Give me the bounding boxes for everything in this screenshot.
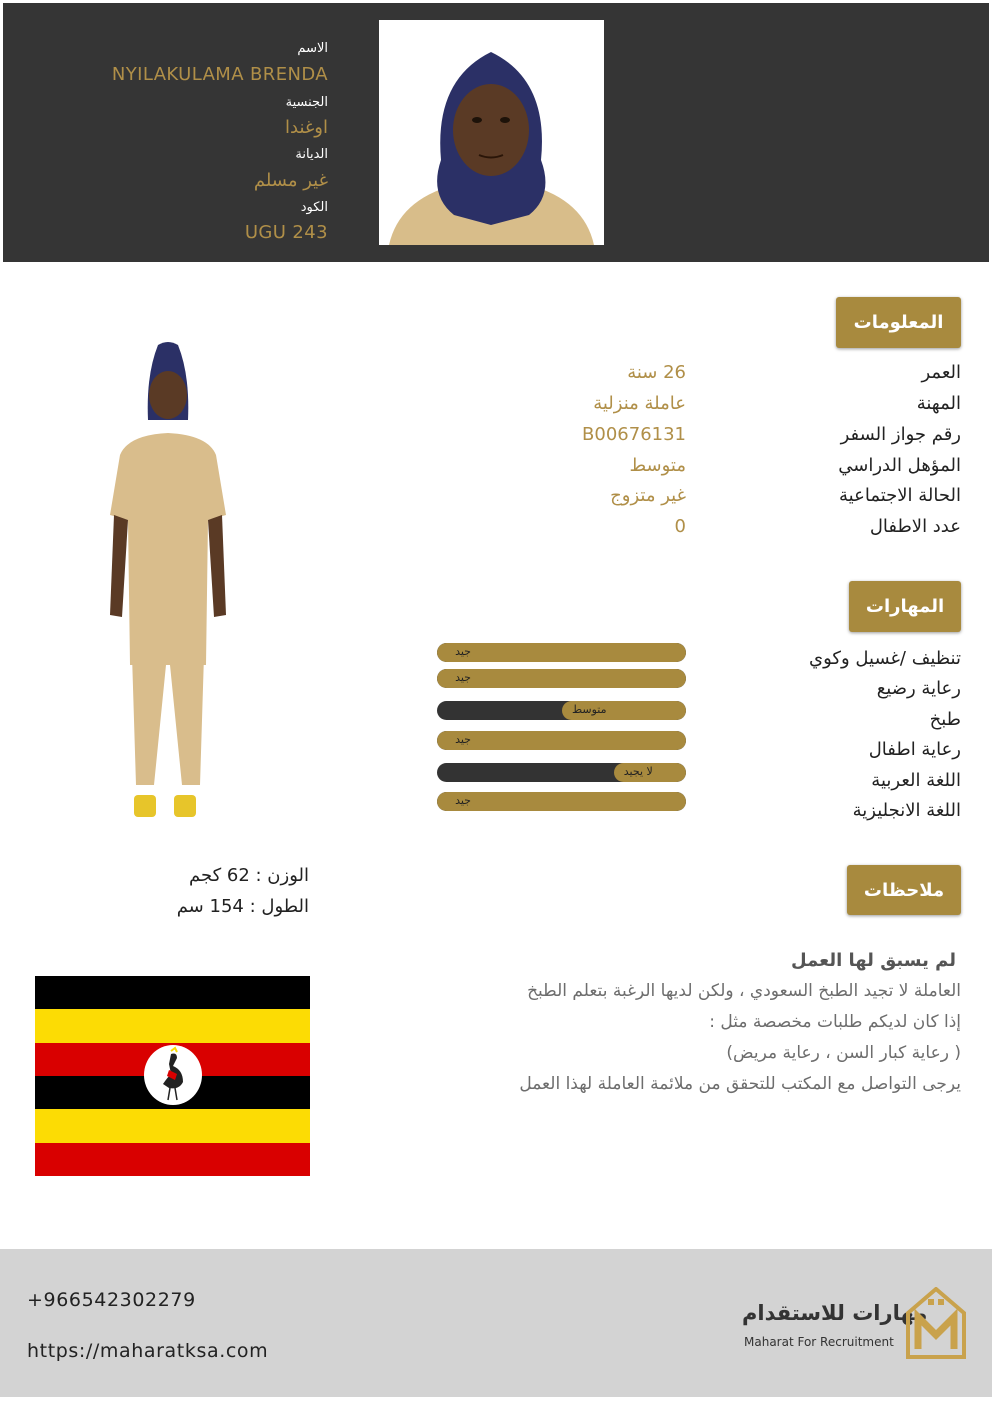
notes-line: ( رعاية كبار السن ، رعاية مريض) [726,1043,961,1063]
skill-bar-english [437,792,686,811]
skill-level-text: جيد [455,733,471,746]
logo-english-text: Maharat For Recruitment [744,1335,894,1349]
skill-bar-infant-care [437,669,686,688]
house-logo-icon [906,1287,967,1359]
skill-label-infant-care: رعاية رضيع [876,678,961,699]
notes-line: إذا كان لديكم طلبات مخصصة مثل : [709,1012,961,1032]
skill-bar-child-care [437,731,686,750]
passport-label: رقم جواز السفر [840,424,961,445]
marital-status-value: غير متزوج [610,485,686,506]
skill-bar-fill [437,731,686,750]
skill-label-cooking: طبخ [929,709,961,730]
weight-text: الوزن : 62 كجم [189,865,309,886]
skill-level-text: لا يجيد [623,765,653,778]
notes-line: العاملة لا تجيد الطبخ السعودي ، ولكن لديها الرغبة بتعلم الطبخ [527,981,961,1001]
profession-value: عاملة منزلية [593,393,686,414]
age-label: العمر [921,362,961,383]
children-value: 0 [674,516,686,537]
logo-arabic-text: مهارات للاستقدام [742,1301,928,1325]
religion-label: الديانة [295,147,328,162]
skill-level-text: جيد [455,671,471,684]
code-label: الكود [300,200,328,215]
education-value: متوسط [629,455,686,476]
skill-bar-cleaning [437,643,686,662]
skill-label-cleaning: تنظيف /غسيل وكوي [809,648,961,669]
worker-name: NYILAKULAMA BRENDA [111,64,328,85]
info-section-tag: المعلومات [836,297,961,348]
crane-emblem-icon [143,1044,203,1106]
flag-stripe [35,1109,310,1142]
full-body-photo [48,325,296,830]
profile-header [3,3,989,262]
notes-line: يرجى التواصل مع المكتب للتحقق من ملائمة العاملة لهذا العمل [519,1074,961,1094]
skill-bar-arabic [437,763,686,782]
nationality-value: اوغندا [285,117,328,138]
name-label: الاسم [297,41,328,56]
age-value: 26 سنة [627,362,686,383]
notes-section-tag: ملاحظات [847,865,961,915]
marital-status-label: الحالة الاجتماعية [839,485,961,506]
skill-label-english: اللغة الانجليزية [852,800,961,821]
skill-level-text: متوسط [571,703,607,716]
skill-label-arabic: اللغة العربية [871,770,961,791]
flag-stripe [35,976,310,1009]
skill-level-text: جيد [455,645,471,658]
website-link[interactable]: https://maharatksa.com [27,1340,269,1362]
skill-bar-fill [437,669,686,688]
portrait-photo [379,20,604,245]
skill-label-child-care: رعاية اطفال [868,739,961,760]
nationality-label: الجنسية [285,95,328,110]
religion-value: غير مسلم [253,170,328,191]
skill-level-text: جيد [455,794,471,807]
skill-bar-cooking [437,701,686,720]
education-label: المؤهل الدراسي [838,455,961,476]
code-value: UGU 243 [244,222,328,243]
company-logo [742,1287,967,1359]
passport-value: B00676131 [582,424,686,445]
header-details [3,3,328,262]
children-label: عدد الاطفال [869,516,961,537]
height-text: الطول : 154 سم [176,896,309,917]
notes-headline: لم يسبق لها العمل [791,950,956,971]
flag-stripe [35,1143,310,1176]
skill-bar-fill [437,792,686,811]
skills-section-tag: المهارات [849,581,961,632]
skill-bar-fill [437,643,686,662]
flag-stripe [35,1009,310,1042]
nationality-flag [35,976,310,1176]
phone-number[interactable]: +966542302279 [27,1289,196,1311]
profession-label: المهنة [916,393,961,414]
